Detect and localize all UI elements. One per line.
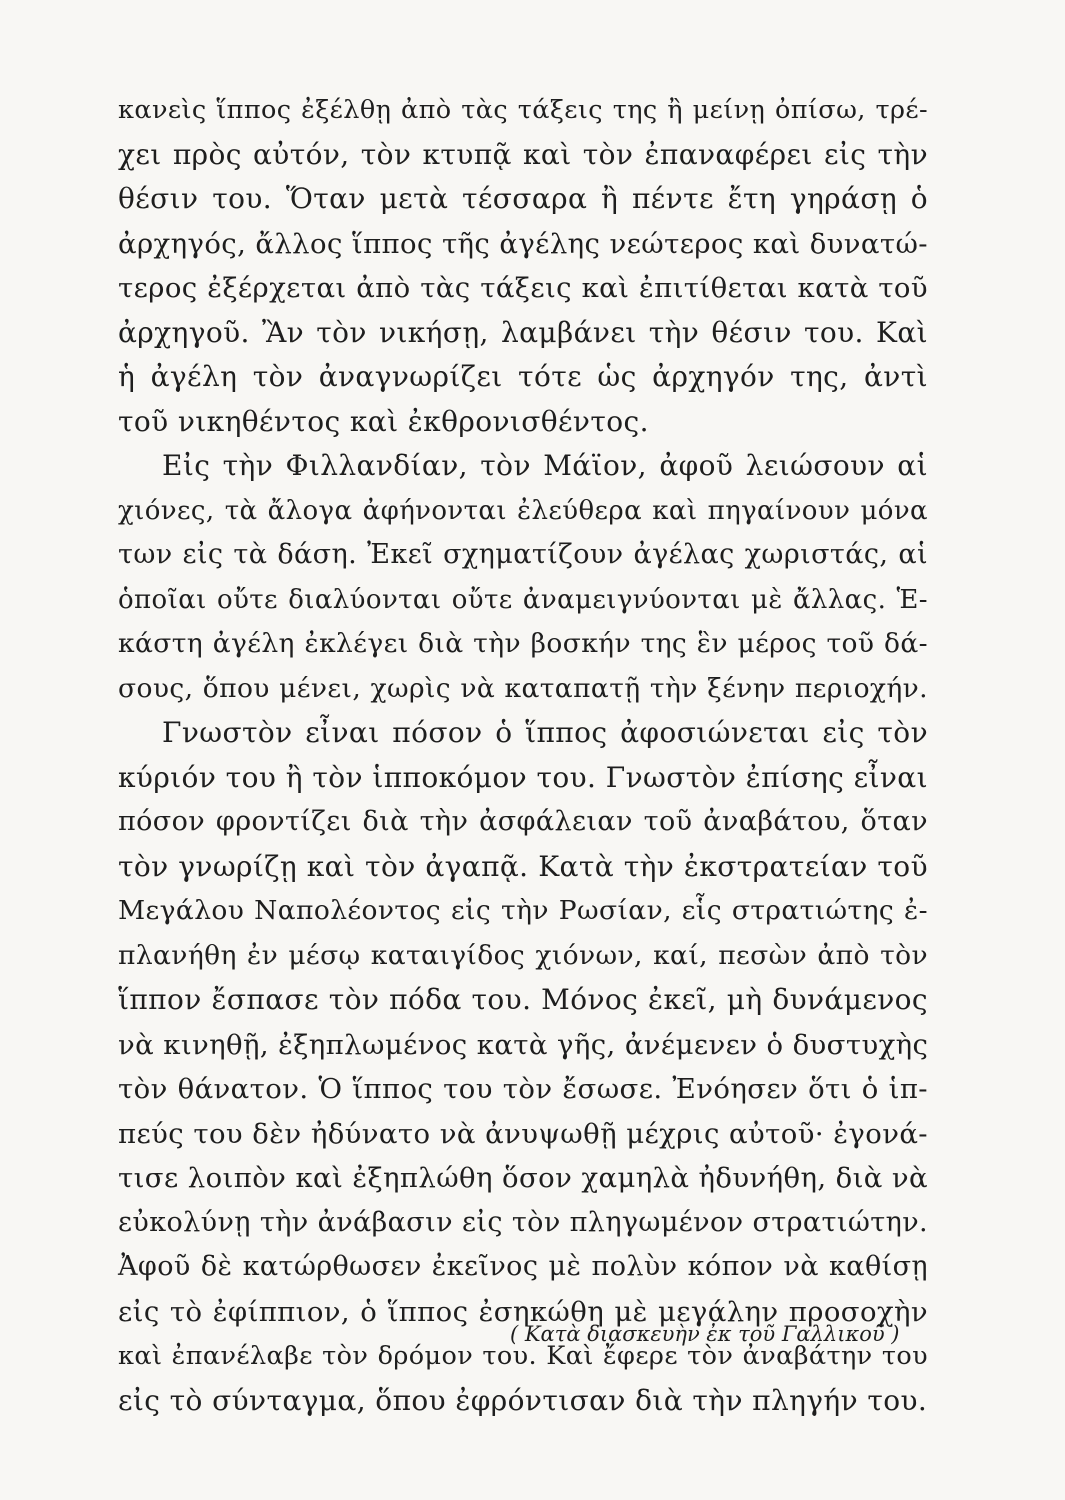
text-line: καὶ ἐπανέλαβε τὸν δρόμον του. Καὶ ἔφερε τὸν ἀναβάτην του <box>118 1341 928 1371</box>
text-line: τοῦ νικηθέντος καὶ ἐκθρονισθέντος. <box>118 404 649 438</box>
text-line: ἡ ἀγέλη τὸν ἀναγνωρίζει τότε ὡς ἀρχηγόν της, ἀντὶ <box>118 360 928 393</box>
text-line: πλανήθη ἐν μέσῳ καταιγίδος χιόνων, καί, πεσὼν ἀπὸ τὸν <box>118 939 928 971</box>
text-line: εἰς τὸ ἐφίππιον, ὁ ἵππος ἐσηκώθη μὲ μεγάλην προσοχὴν <box>118 1295 928 1328</box>
text-line: εὐκολύνῃ τὴν ἀνάβασιν εἰς τὸν πληγωμένον στρατιώτην. <box>118 1206 928 1238</box>
text-line: χει πρὸς αὐτόν, τὸν κτυπᾷ καὶ τὸν ἐπαναφέρει εἰς τὴν <box>118 137 928 171</box>
text-line: Μεγάλου Ναπολέοντος εἰς τὴν Ρωσίαν, εἷς στρατιώτης ἐ- <box>118 895 928 926</box>
text-line: πόσον φροντίζει διὰ τὴν ἀσφάλειαν τοῦ ἀναβάτου, ὅταν <box>118 806 928 837</box>
text-line: Ἀφοῦ δὲ κατώρθωσεν ἐκεῖνος μὲ πολὺν κόπον νὰ καθίσῃ <box>118 1251 928 1282</box>
body-text <box>118 88 928 1423</box>
text-line: ἵππον ἔσπασε τὸν πόδα του. Μόνος ἐκεῖ, μὴ δυνάμενος <box>118 983 928 1016</box>
text-line: τερος ἐξέρχεται ἀπὸ τὰς τάξεις καὶ ἐπιτίθεται κατὰ τοῦ <box>118 272 928 304</box>
text-line: κάστη ἀγέλη ἐκλέγει διὰ τὴν βοσκήν της ἓν μέρος τοῦ δά- <box>118 628 928 659</box>
source-attribution: ( Κατὰ διασκευὴν ἐκ τοῦ Γαλλικοῦ ) <box>510 1322 900 1346</box>
text-line: εἰς τὸ σύνταγμα, ὅπου ἐφρόντισαν διὰ τὴν πληγήν του. <box>118 1383 928 1417</box>
text-line: Γνωστὸν εἶναι πόσον ὁ ἵππος ἀφοσιώνεται εἰς τὸν <box>162 716 928 749</box>
text-line: ἀρχηγοῦ. Ἂν τὸν νικήσῃ, λαμβάνει τὴν θέσιν του. Καὶ <box>118 315 928 349</box>
text-line: των εἰς τὰ δάση. Ἐκεῖ σχηματίζουν ἀγέλας χωριστάς, αἱ <box>118 539 928 570</box>
text-line: Εἰς τὴν Φιλλανδίαν, τὸν Μάϊον, ἀφοῦ λειώσουν αἱ <box>162 449 928 482</box>
text-line: τισε λοιπὸν καὶ ἐξηπλώθη ὅσον χαμηλὰ ἠδυνήθη, διὰ νὰ <box>118 1162 928 1194</box>
text-line: χιόνες, τὰ ἄλογα ἀφήνονται ἐλεύθερα καὶ πηγαίνουν μόνα <box>118 495 928 526</box>
text-line: θέσιν του. Ὅταν μετὰ τέσσαρα ἢ πέντε ἔτη γηράσῃ ὁ <box>118 182 928 215</box>
text-line: κανεὶς ἵππος ἐξέλθῃ ἀπὸ τὰς τάξεις της ἢ μείνῃ ὀπίσω, τρέ- <box>118 95 928 125</box>
text-line: ὁποῖαι οὔτε διαλύονται οὔτε ἀναμειγνύονται μὲ ἄλλας. Ἑ- <box>118 584 928 615</box>
text-line: τὸν γνωρίζῃ καὶ τὸν ἀγαπᾷ. Κατὰ τὴν ἐκστρατείαν τοῦ <box>118 849 928 883</box>
text-line: σους, ὅπου μένει, χωρὶς νὰ καταπατῇ τὴν ξένην περιοχήν. <box>118 672 928 704</box>
text-line: ἀρχηγός, ἄλλος ἵππος τῆς ἀγέλης νεώτερος καὶ δυνατώ- <box>118 227 928 260</box>
text-line: τὸν θάνατον. Ὁ ἵππος του τὸν ἔσωσε. Ἐνόησεν ὅτι ὁ ἱπ- <box>118 1073 928 1105</box>
text-line: πεύς του δὲν ἠδύνατο νὰ ἀνυψωθῇ μέχρις αὐτοῦ· ἐγονά- <box>118 1117 928 1150</box>
text-line: κύριόν του ἢ τὸν ἱπποκόμον του. Γνωστὸν ἐπίσης εἶναι <box>118 760 928 794</box>
text-line: νὰ κινηθῇ, ἐξηπλωμένος κατὰ γῆς, ἀνέμενεν ὁ δυστυχὴς <box>118 1028 929 1061</box>
